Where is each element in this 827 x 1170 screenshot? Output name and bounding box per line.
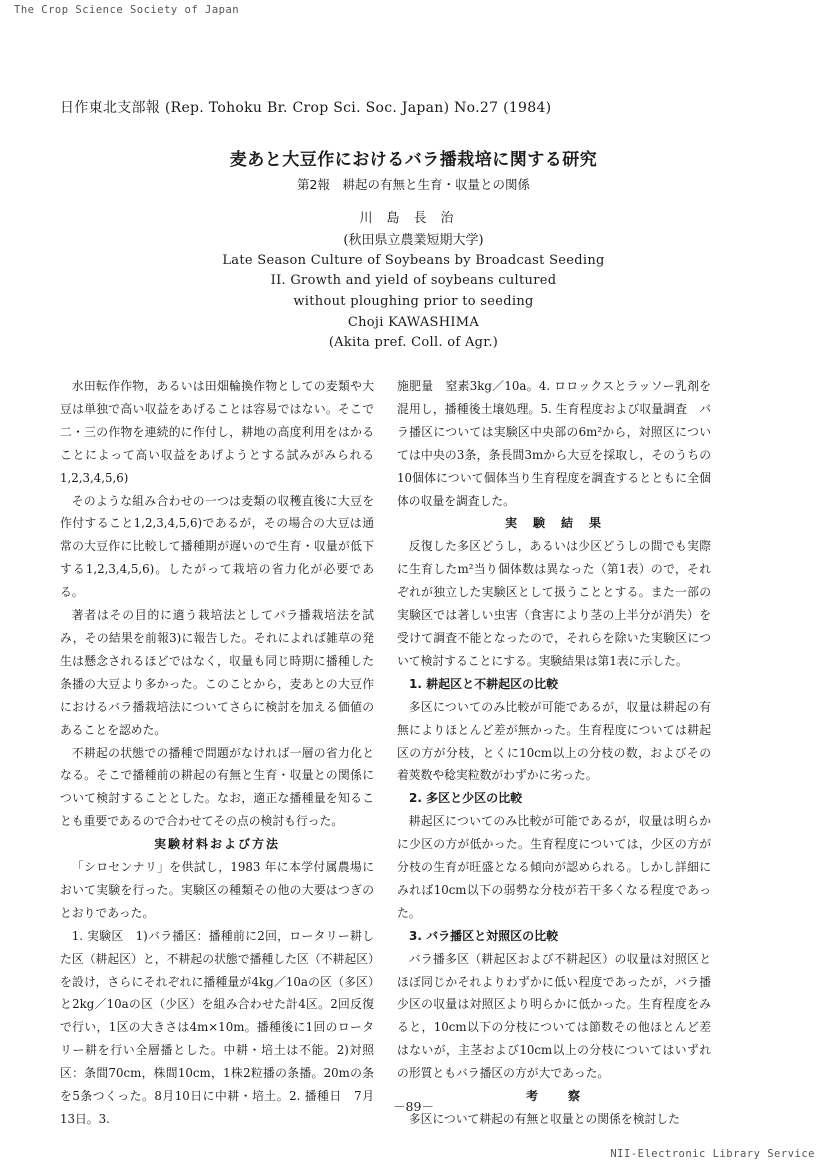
author-name: 川島長治	[359, 211, 468, 226]
left-column	[60, 375, 374, 1131]
results-paragraph-3: 耕起区についてのみ比較が可能であるが，収量は明らかに少区の方が低かった。生育程度については，少区の方が分枝の生育が旺盛となる傾向が認められる。しかし詳細にみれば10cm以下の弱勢な分枝が若干多くなる程度であった。	[397, 814, 711, 920]
society-header: The Crop Science Society of Japan	[14, 4, 240, 16]
paper-subtitle: 第2報 耕起の有無と生育・収量との関係	[297, 177, 530, 192]
results-subheading-1: 1. 耕起区と不耕起区の比較	[409, 676, 559, 691]
right-column	[397, 375, 711, 1131]
results-heading: 実 験 結 果	[504, 516, 603, 531]
intro-paragraph-2: そのような組み合わせの一つは麦類の収穫直後に大豆を作付すること1,2,3,4,5,6)であるが，その場合の大豆は通常の大豆作に比較して播種期が遅いので生育・収量が低下する1,2,3,4,5,6)。したがって栽培の省力化が必要である。	[60, 493, 374, 600]
discussion-paragraph-1: 多区について耕起の有無と収量との関係を検討した	[408, 1112, 680, 1126]
english-title-line2: II. Growth and yield of soybeans cultured	[270, 273, 557, 288]
discussion-heading: 考 察	[525, 1089, 582, 1104]
methods-paragraph-3: 施肥量 窒素3kg／10a。4. ロロックスとラッソー乳剤を混用し，播種後土壌処理。5. 生育程度および収量調査 バラ播区については実験区中央部の6m²から，対照区については中央の3条，条長間3mから大豆を採取し，そのうちの10個体について個体当り生育程度を調査するとともに全個体の収量を調査した。	[397, 379, 711, 508]
english-author: Choji KAWASHIMA	[347, 315, 480, 330]
page-number: －89－	[393, 1099, 434, 1114]
journal-citation: 日作東北支部報 (Rep. Tohoku Br. Crop Sci. Soc. Japan) No.27 (1984)	[60, 100, 552, 116]
methods-heading: 実験材料および方法	[153, 837, 280, 852]
nii-footer: NII-Electronic Library Service	[610, 1148, 815, 1160]
english-title-line3: without ploughing prior to seeding	[293, 294, 534, 309]
results-paragraph-2: 多区についてのみ比較が可能であるが，収量は耕起の有無によりほとんど差が無かった。生育程度については耕起区の方が分枝，とくに10cm以上の分枝の数，およびその着莢数や稔実粒数がわずかに劣った。	[397, 699, 711, 783]
intro-paragraph-3: 著者はその目的に適う栽培法としてバラ播栽培法を試み，その結果を前報3)に報告した。それによれば雑草の発生は懸念されるほどではなく，収量も同じ時期に播種した条播の大豆より多かった。このことから，麦あとの大豆作におけるバラ播栽培法についてさらに検討を加える価値のあることを認めた。	[60, 608, 374, 737]
results-paragraph-4: バラ播多区（耕起区および不耕起区）の収量は対照区とほぼ同じかそれよりわずかに低い程度であったが，バラ播少区の収量は対照区より明らかに低かった。生育程度をみると，10cm以下の分枝については節数その他ほとんど差はないが，主茎および10cm以上の分枝についてはいずれの形質ともバラ播区の方が大であった。	[397, 951, 711, 1081]
paper-title: 麦あと大豆作におけるバラ播栽培に関する研究	[229, 150, 598, 170]
results-subheading-3: 3. バラ播区と対照区の比較	[409, 928, 559, 943]
author-affiliation: (秋田県立農業短期大学)	[343, 233, 484, 248]
results-paragraph-1: 反復した多区どうし，あるいは少区どうしの間でも実際に生育したm²当り個体数は異なった（第1表）ので，それぞれが独立した実験区として扱うこととする。また一部の実験区では著しい虫害（食害により茎の上半分が消失）を受けて調査不能となったので，それらを除いた実験区について検討することにする。実験結果は第1表に示した。	[397, 539, 711, 668]
methods-paragraph-1: 「シロセンナリ」を供試し，1983 年に本学付属農場において実験を行った。実験区の種類その他の大要はつぎのとおりであった。	[60, 860, 374, 920]
intro-paragraph-1: 水田転作作物，あるいは田畑輪換作物としての麦類や大豆は単独で高い収益をあげることは容易ではない。そこで二・三の作物を連続的に作付し，耕地の高度利用をはかることによって高い収益をあげようとする試みがみられる1,2,3,4,5,6)	[60, 379, 374, 485]
intro-paragraph-4: 不耕起の状態での播種で問題がなければ一層の省力化となる。そこで播種前の耕起の有無と生育・収量との関係について検討することとした。なお，適正な播種量を知ることも重要であるので合わせてその点の検討も行った。	[60, 745, 374, 829]
english-affiliation: (Akita pref. Coll. of Agr.)	[328, 335, 499, 350]
results-subheading-2: 2. 多区と少区の比較	[409, 791, 523, 806]
english-title-line1: Late Season Culture of Soybeans by Broadcast Seeding	[222, 253, 605, 268]
methods-paragraph-2: 1. 実験区 1)バラ播区：播種前に2回，ロータリー耕した区（耕起区）と，不耕起の状態で播種した区（不耕起区）を設け，さらにそれぞれに播種量が4kg／10aの区（多区）と2kg／10aの区（少区）を組み合わせた計4区。2回反復で行い，1区の大きさは4m×10m。播種後に1回のロータリー耕を行い全層播とした。中耕・培土は不能。2)対照区：条間70cm，株間10cm，1株2粒播の条播。20mの条を5条つくった。8月10日に中耕・培土。2. 播種日 7月13日。3.	[60, 928, 374, 1126]
